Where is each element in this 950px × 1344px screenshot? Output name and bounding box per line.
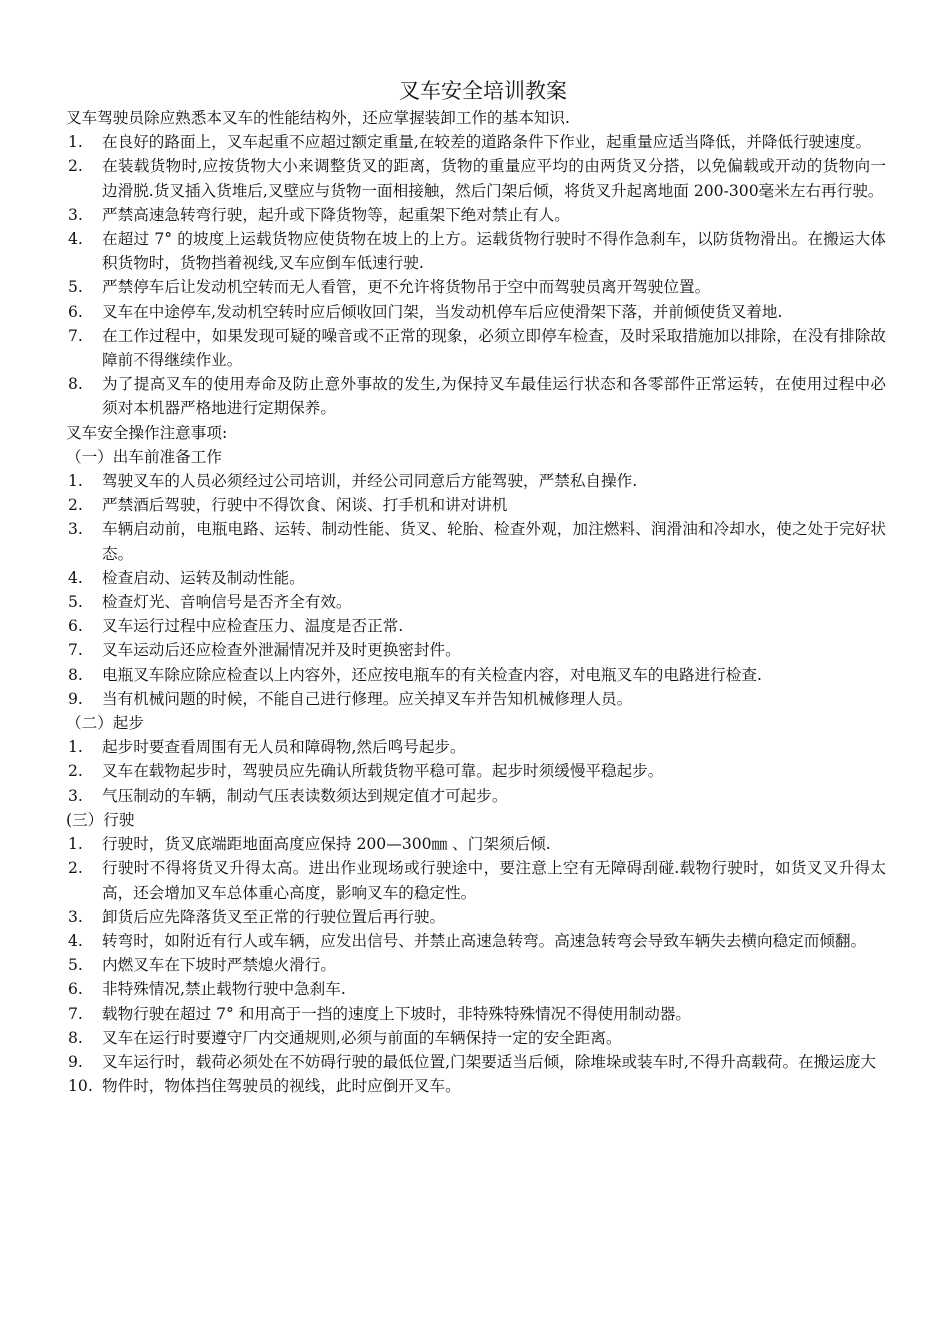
list-item-number: 6. bbox=[68, 302, 83, 321]
list-item-text: 叉车在中途停车,发动机空转时应后倾收回门架，当发动机停车后应使滑架下落，并前倾使货叉着地. bbox=[102, 302, 783, 321]
general-rules-list bbox=[66, 130, 886, 420]
section-start-title: （二）起步 bbox=[66, 714, 144, 733]
document-title: 叉车安全培训教案 bbox=[399, 79, 567, 103]
list-item-text: 严禁高速急转弯行驶，起升或下降货物等，起重架下绝对禁止有人。 bbox=[102, 205, 570, 224]
list-item-text: 气压制动的车辆，制动气压表读数须达到规定值才可起步。 bbox=[102, 786, 508, 805]
list-item bbox=[66, 784, 886, 808]
list-item-text: 载物行驶在超过 7° 和用高于一挡的速度上下坡时，非特殊特殊情况不得使用制动器。 bbox=[102, 1004, 692, 1023]
list-item-number: 4. bbox=[68, 568, 83, 587]
list-item-text: 行驶时不得将货叉升得太高。进出作业现场或行驶途中，要注意上空有无障碍刮碰.载物行驶时，如货叉叉升得太高，还会增加叉车总体重心高度，影响叉车的稳定性。 bbox=[102, 859, 886, 902]
list-item bbox=[66, 493, 886, 517]
list-item-number: 3. bbox=[68, 520, 83, 539]
list-item-text: 行驶时，货叉底端距地面高度应保持 200—300㎜ 、门架须后倾. bbox=[102, 835, 551, 854]
list-item-number: 2. bbox=[68, 859, 83, 878]
list-item-number: 8. bbox=[68, 665, 83, 684]
list-item-text: 在装载货物时,应按货物大小来调整货叉的距离，货物的重量应平均的由两货叉分搭，以免偏载或开动的货物向一边滑脱.货叉插入货堆后,叉壁应与货物一面相接触，然后门架后倾，将货叉升起离地面 200-300毫米左右再行驶。 bbox=[102, 157, 886, 200]
list-item bbox=[66, 614, 886, 638]
list-item-number: 1. bbox=[68, 835, 83, 854]
list-item-number: 3. bbox=[68, 786, 83, 805]
list-item bbox=[66, 372, 886, 420]
list-item bbox=[66, 856, 886, 904]
list-item-text: 严禁酒后驾驶，行驶中不得饮食、闲谈、打手机和讲对讲机 bbox=[102, 496, 508, 515]
list-item-text: 叉车运行过程中应检查压力、温度是否正常. bbox=[102, 617, 404, 636]
list-item-number: 8. bbox=[68, 1028, 83, 1047]
list-item-number: 2. bbox=[68, 496, 83, 515]
list-item-text: 叉车运行时，载荷必须处在不妨碍行驶的最低位置,门架要适当后倾，除堆垛或装车时,不得升高载荷。在搬运庞大 bbox=[102, 1052, 877, 1071]
list-item-number: 10. bbox=[68, 1077, 93, 1096]
list-item-text: 物件时，物体挡住驾驶员的视线，此时应倒开叉车。 bbox=[102, 1077, 461, 1096]
list-item bbox=[66, 1050, 886, 1074]
list-item bbox=[66, 929, 886, 953]
start-list bbox=[66, 735, 886, 808]
list-item bbox=[66, 130, 886, 154]
list-item bbox=[66, 154, 886, 202]
list-item bbox=[66, 1026, 886, 1050]
list-item-number: 7. bbox=[68, 641, 83, 660]
list-item bbox=[66, 832, 886, 856]
list-item-number: 1. bbox=[68, 472, 83, 491]
section-driving-title: (三）行驶 bbox=[66, 810, 135, 829]
list-item-number: 7. bbox=[68, 326, 83, 345]
list-item bbox=[66, 275, 886, 299]
list-item-text: 严禁停车后让发动机空转而无人看管，更不允许将货物吊于空中而驾驶员离开驾驶位置。 bbox=[102, 278, 711, 297]
list-item bbox=[66, 687, 886, 711]
list-item-number: 3. bbox=[68, 205, 83, 224]
list-item-number: 4. bbox=[68, 931, 83, 950]
driving-list bbox=[66, 832, 886, 1098]
list-item bbox=[66, 759, 886, 783]
list-item bbox=[66, 590, 886, 614]
list-item-number: 9. bbox=[68, 1052, 83, 1071]
list-item bbox=[66, 324, 886, 372]
list-item-number: 1. bbox=[68, 738, 83, 757]
list-item bbox=[66, 300, 886, 324]
list-item-number: 7. bbox=[68, 1004, 83, 1023]
list-item-text: 在良好的路面上，叉车起重不应超过额定重量,在较差的道路条件下作业，起重量应适当降低，并降低行驶速度。 bbox=[102, 133, 872, 152]
list-item-text: 卸货后应先降落货叉至正常的行驶位置后再行驶。 bbox=[102, 907, 446, 926]
list-item bbox=[66, 663, 886, 687]
list-item-number: 2. bbox=[68, 157, 83, 176]
list-item-text: 转弯时，如附近有行人或车辆，应发出信号、并禁止高速急转弯。高速急转弯会导致车辆失去横向稳定而倾翻。 bbox=[102, 931, 867, 950]
list-item-text: 在超过 7° 的坡度上运载货物应使货物在坡上的上方。运载货物行驶时不得作急刹车，以防货物滑出。在搬运大体积货物时，货物挡着视线,叉车应倒车低速行驶. bbox=[102, 230, 886, 273]
list-item-text: 叉车运动后还应检查外泄漏情况并及时更换密封件。 bbox=[102, 641, 461, 660]
list-item-number: 2. bbox=[68, 762, 83, 781]
list-item bbox=[66, 953, 886, 977]
list-item-number: 4. bbox=[68, 230, 83, 249]
list-item-text: 为了提高叉车的使用寿命及防止意外事故的发生,为保持叉车最佳运行状态和各零部件正常运转，在使用过程中必须对本机器严格地进行定期保养。 bbox=[102, 375, 886, 418]
list-item-text: 起步时要查看周围有无人员和障碍物,然后鸣号起步。 bbox=[102, 738, 466, 757]
section-pre-departure-title: （一）出车前准备工作 bbox=[66, 447, 222, 466]
list-item-number: 8. bbox=[68, 375, 83, 394]
list-item-text: 叉车在运行时要遵守厂内交通规则,必须与前面的车辆保持一定的安全距离。 bbox=[102, 1028, 622, 1047]
list-item-text: 内燃叉车在下坡时严禁熄火滑行。 bbox=[102, 956, 336, 975]
list-item-text: 车辆启动前，电瓶电路、运转、制动性能、货叉、轮胎、检查外观，加注燃料、润滑油和冷却水，使之处于完好状态。 bbox=[102, 520, 886, 563]
list-item-number: 5. bbox=[68, 278, 83, 297]
list-item-text: 叉车在载物起步时，驾驶员应先确认所载货物平稳可靠。起步时须缓慢平稳起步。 bbox=[102, 762, 664, 781]
list-item-number: 9. bbox=[68, 689, 83, 708]
list-item-text: 非特殊情况,禁止载物行驶中急刹车. bbox=[102, 980, 346, 999]
intro-paragraph: 叉车驾驶员除应熟悉本叉车的性能结构外，还应掌握装卸工作的基本知识. bbox=[66, 109, 570, 127]
list-item-number: 1. bbox=[68, 133, 83, 152]
list-item bbox=[66, 227, 886, 275]
list-item bbox=[66, 566, 886, 590]
list-item-text: 检查启动、运转及制动性能。 bbox=[102, 568, 305, 587]
list-item-text: 检查灯光、音响信号是否齐全有效。 bbox=[102, 593, 352, 612]
list-item bbox=[66, 1074, 886, 1098]
list-item-text: 电瓶叉车除应除应检查以上内容外，还应按电瓶车的有关检查内容，对电瓶叉车的电路进行检查. bbox=[102, 665, 762, 684]
list-item bbox=[66, 1002, 886, 1026]
list-item-number: 3. bbox=[68, 907, 83, 926]
list-item-number: 5. bbox=[68, 593, 83, 612]
list-item bbox=[66, 638, 886, 662]
list-item-number: 6. bbox=[68, 980, 83, 999]
list-item-text: 在工作过程中，如果发现可疑的噪音或不正常的现象，必须立即停车检查，及时采取措施加以排除，在没有排除故障前不得继续作业。 bbox=[102, 326, 886, 370]
list-item bbox=[66, 203, 886, 227]
pre-departure-list bbox=[66, 469, 886, 711]
list-item bbox=[66, 905, 886, 929]
list-item bbox=[66, 517, 886, 565]
list-item-number: 5. bbox=[68, 956, 83, 975]
list-item-text: 驾驶叉车的人员必须经过公司培训，并经公司同意后方能驾驶，严禁私自操作. bbox=[102, 472, 638, 491]
list-item-text: 当有机械问题的时候，不能自己进行修理。应关掉叉车并告知机械修理人员。 bbox=[102, 689, 633, 708]
list-item bbox=[66, 735, 886, 759]
list-item bbox=[66, 977, 886, 1001]
safety-operation-heading: 叉车安全操作注意事项: bbox=[66, 423, 228, 442]
list-item-number: 6. bbox=[68, 617, 83, 636]
list-item bbox=[66, 469, 886, 493]
